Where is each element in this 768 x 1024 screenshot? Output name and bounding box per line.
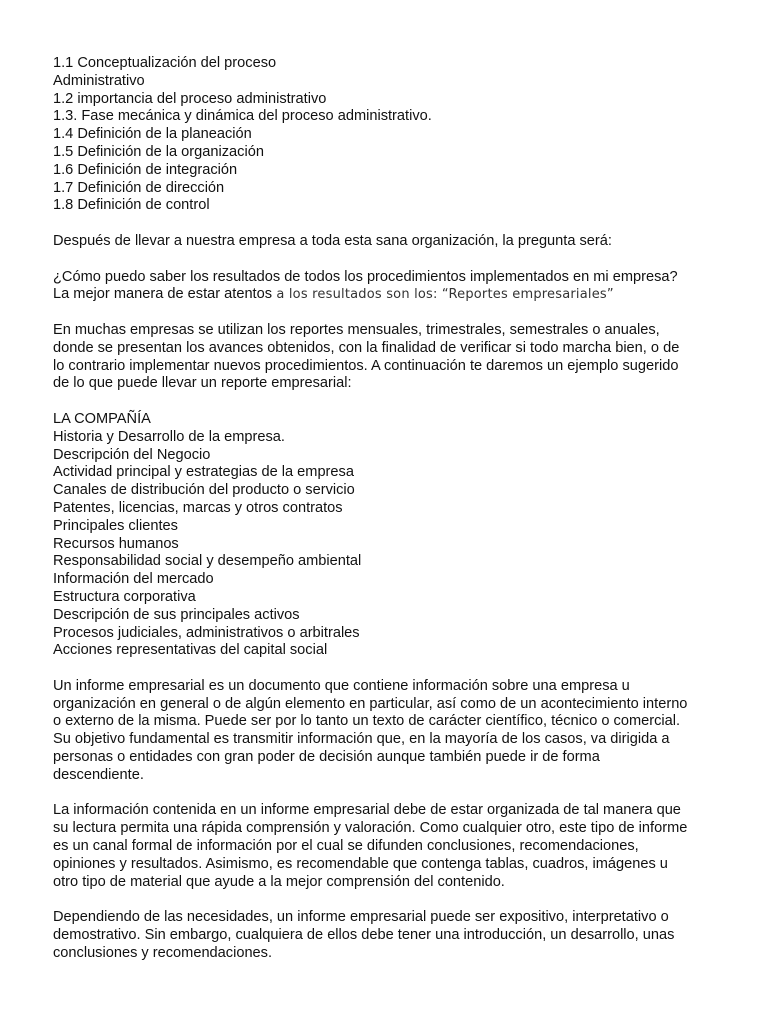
document-body [53,55,723,963]
paragraph-line: Un informe empresarial es un documento que contiene información sobre una empresa u [53,677,630,694]
company-item: Descripción de sus principales activos [53,606,300,623]
paragraph-spacer [53,891,723,909]
paragraph-spacer [53,785,723,803]
paragraph-line: opiniones y resultados. Asimismo, es recomendable que contenga tablas, cuadros, imágenes u [53,855,668,872]
company-item: Canales de distribución del producto o servicio [53,482,355,499]
reports-paragraph [53,322,723,393]
company-heading: LA COMPAÑÍA [53,410,151,427]
paragraph-line: donde se presentan los avances obtenidos, con la finalidad de verificar si todo marcha bien, o de [53,339,680,356]
paragraph-line: su lectura permita una rápida comprensión y valoración. Como cualquier otro, este tipo de informe [53,820,688,837]
organizada-paragraph [53,802,723,891]
toc-item: 1.3. Fase mecánica y dinámica del proceso administrativo. [53,108,432,125]
toc-item: 1.5 Definición de la organización [53,143,264,160]
paragraph-spacer [53,304,723,322]
paragraph-spacer [53,215,723,233]
paragraph-line: Dependiendo de las necesidades, un informe empresarial puede ser expositivo, interpretativo o [53,909,669,926]
paragraph-line: descendiente. [53,766,144,783]
company-item: Historia y Desarrollo de la empresa. [53,428,285,445]
paragraph-line: organización en general o de algún elemento en particular, así como de un acontecimiento interno [53,695,688,712]
toc-item: 1.6 Definición de integración [53,161,238,178]
answer-line-start: La mejor manera de estar atentos [53,286,273,303]
informe-paragraph [53,678,723,785]
paragraph-line: es un canal formal de información por el cual se difunden conclusiones, recomendaciones, [53,838,639,855]
paragraph-line: En muchas empresas se utilizan los reportes mensuales, trimestrales, semestrales o anuales, [53,321,660,338]
company-item: Acciones representativas del capital social [53,642,328,659]
company-item: Principales clientes [53,517,178,534]
necesidades-paragraph [53,909,723,962]
company-item: Actividad principal y estrategias de la empresa [53,464,354,481]
table-of-contents [53,55,723,215]
toc-item: 1.7 Definición de dirección [53,179,225,196]
paragraph-line: personas o entidades con gran poder de decisión aunque también puede ir de forma [53,749,600,766]
paragraph-line: de lo que puede llevar un reporte empresarial: [53,375,352,392]
intro-sentence: Después de llevar a nuestra empresa a toda esta sana organización, la pregunta será: [53,232,612,249]
answer-line-end: a los resultados son los: “Reportes empresariales” [272,287,614,303]
toc-item: 1.8 Definición de control [53,197,210,214]
toc-item: 1.1 Conceptualización del proceso [53,55,277,71]
company-item: Procesos judiciales, administrativos o arbitrales [53,624,360,641]
question-line: ¿Cómo puedo saber los resultados de todos los procedimientos implementados en mi empresa? [53,268,678,285]
company-item: Información del mercado [53,571,214,588]
paragraph-line: otro tipo de material que ayude a la mejor comprensión del contenido. [53,873,505,890]
paragraph-spacer [53,251,723,269]
paragraph-line: Su objetivo fundamental es transmitir información que, en la mayoría de los casos, va dirigida a [53,731,670,748]
company-item: Estructura corporativa [53,588,196,605]
paragraph-line: conclusiones y recomendaciones. [53,944,273,961]
paragraph-line: lo contrario implementar nuevos procedimientos. A continuación te daremos un ejemplo sugerido [53,357,679,374]
paragraph-spacer [53,660,723,678]
company-item: Recursos humanos [53,535,179,552]
toc-item: Administrativo [53,72,145,89]
toc-item: 1.2 importancia del proceso administrativo [53,90,327,107]
paragraph-line: o externo de la misma. Puede ser por lo tanto un texto de carácter científico, técnico o comercial. [53,713,681,730]
question-paragraph [53,269,723,305]
company-section [53,411,723,660]
paragraph-line: La información contenida en un informe empresarial debe de estar organizada de tal manera que [53,802,681,819]
paragraph-line: demostrativo. Sin embargo, cualquiera de ellos debe tener una introducción, un desarrollo, unas [53,927,675,944]
company-item: Patentes, licencias, marcas y otros contratos [53,499,343,516]
paragraph-spacer [53,393,723,411]
company-item: Responsabilidad social y desempeño ambiental [53,553,362,570]
company-item: Descripción del Negocio [53,446,211,463]
toc-item: 1.4 Definición de la planeación [53,126,252,143]
answer-line [53,286,723,304]
